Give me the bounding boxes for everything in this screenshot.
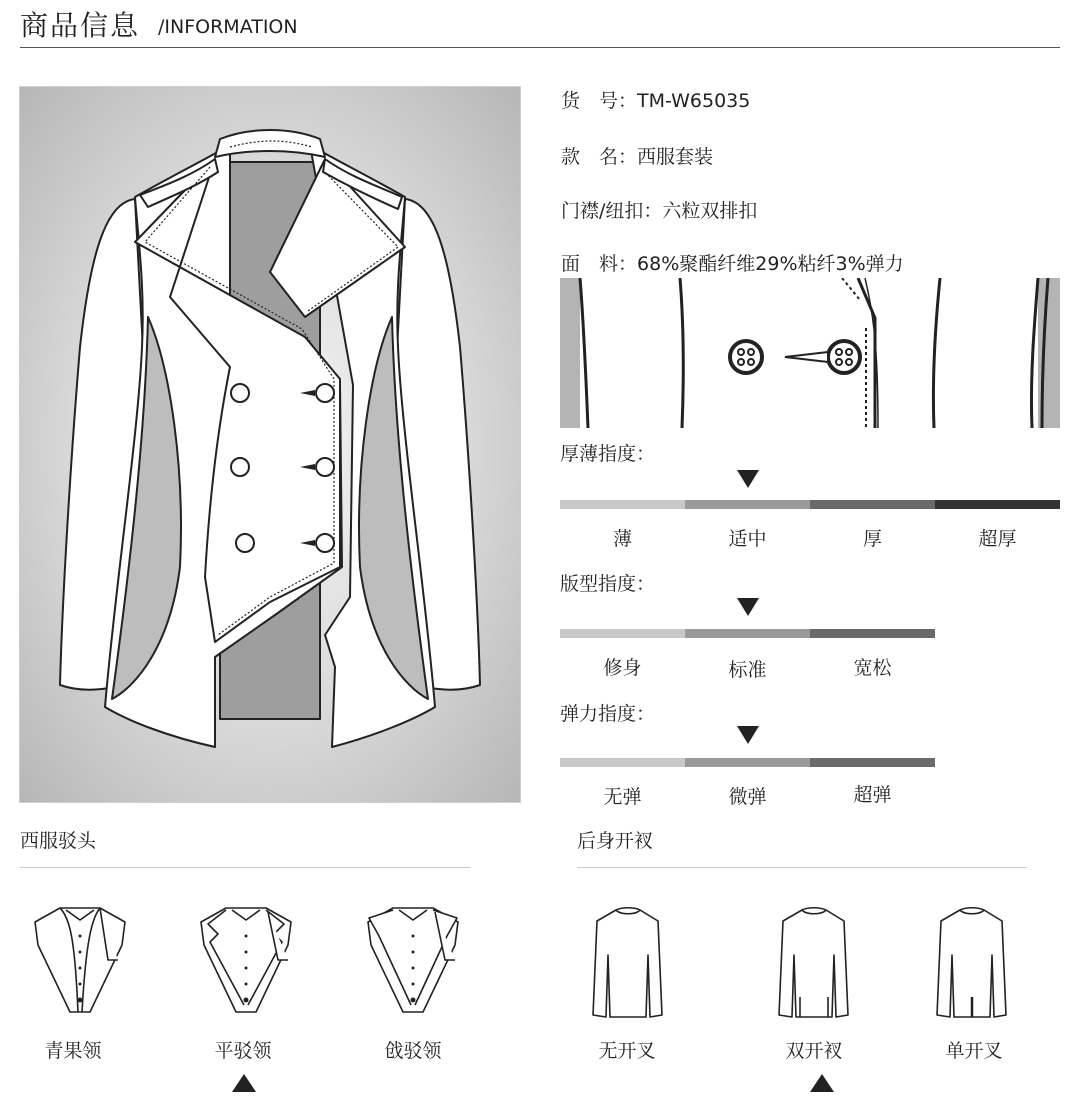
stretch-bar-segment <box>560 758 685 767</box>
vent-section-title: 后身开衩 <box>577 830 654 852</box>
vent-option-double-icon <box>776 905 851 1027</box>
lapel-option-shawl-icon <box>30 900 130 1019</box>
fit-indicator-icon <box>737 598 759 616</box>
lapel-divider <box>20 867 470 868</box>
spec-label: 款 名 <box>561 146 619 168</box>
thickness-bar-segment <box>560 500 685 509</box>
thickness-bar-segment <box>935 500 1060 509</box>
fit-level-label: 宽松 <box>853 657 892 679</box>
section-title: 商品信息 <box>20 9 141 42</box>
spec-closure: 门襟/纽扣：六粒双排扣 <box>561 196 757 223</box>
spec-value: 68%聚酯纤维29%粘纤3%弹力 <box>637 253 904 275</box>
thickness-bar-segment <box>810 500 935 509</box>
stretch-bar-segment <box>810 758 935 767</box>
spec-label: 货 号 <box>561 90 619 112</box>
thickness-level-label: 薄 <box>612 528 632 550</box>
spec-value: 西服套装 <box>637 146 714 168</box>
thickness-level-label: 适中 <box>728 528 767 550</box>
vent-option-label: 无开叉 <box>598 1040 656 1062</box>
button-detail-image <box>560 278 1060 428</box>
stretch-indicator-icon <box>737 726 759 744</box>
fit-bar-segment <box>560 629 685 638</box>
lapel-option-label: 戗驳领 <box>384 1040 442 1062</box>
spec-label: 门襟/纽扣 <box>561 200 644 222</box>
spec-value: 六粒双排扣 <box>662 200 758 222</box>
lapel-selected-indicator-icon <box>232 1074 256 1092</box>
fit-index-title: 版型指度： <box>560 573 656 595</box>
spec-label: 面 料 <box>561 253 619 275</box>
fit-bar-segment <box>810 629 935 638</box>
vent-selected-indicator-icon <box>810 1074 834 1092</box>
thickness-level-label: 超厚 <box>978 528 1017 550</box>
lapel-option-peak-icon <box>363 900 463 1019</box>
spec-item-no: 货 号：TM-W65035 <box>561 86 750 113</box>
vent-option-label: 单开叉 <box>945 1040 1003 1062</box>
spec-style-name: 款 名：西服套装 <box>561 142 713 169</box>
thickness-level-label: 厚 <box>862 528 882 550</box>
lapel-option-notch-icon <box>196 900 296 1019</box>
jacket-drawing <box>20 87 520 802</box>
vent-divider <box>577 867 1027 868</box>
thickness-index-title: 厚薄指度： <box>560 443 656 465</box>
stretch-level-label: 微弹 <box>728 786 767 808</box>
fit-bar-segment <box>685 629 810 638</box>
thickness-indicator-icon <box>737 470 759 488</box>
stretch-index-title: 弹力指度： <box>560 703 656 725</box>
jacket-illustration <box>20 87 520 802</box>
stretch-bar-segment <box>685 758 810 767</box>
stretch-level-label: 超弹 <box>853 784 892 806</box>
thickness-bar-segment <box>685 500 810 509</box>
fit-level-label: 标准 <box>728 659 767 681</box>
lapel-option-label: 平驳领 <box>214 1040 272 1062</box>
vent-option-none-icon <box>590 905 665 1027</box>
vent-option-label: 双开衩 <box>785 1040 843 1062</box>
fit-level-label: 修身 <box>603 657 642 679</box>
spec-value: TM-W65035 <box>637 90 751 112</box>
header-divider <box>20 47 1060 48</box>
vent-option-single-icon <box>934 905 1009 1027</box>
section-subtitle: /INFORMATION <box>158 16 298 38</box>
button-detail-drawing <box>560 278 1060 428</box>
stretch-level-label: 无弹 <box>603 786 642 808</box>
lapel-section-title: 西服驳头 <box>20 830 97 852</box>
spec-fabric: 面 料：68%聚酯纤维29%粘纤3%弹力 <box>561 249 904 276</box>
lapel-option-label: 青果领 <box>44 1040 102 1062</box>
